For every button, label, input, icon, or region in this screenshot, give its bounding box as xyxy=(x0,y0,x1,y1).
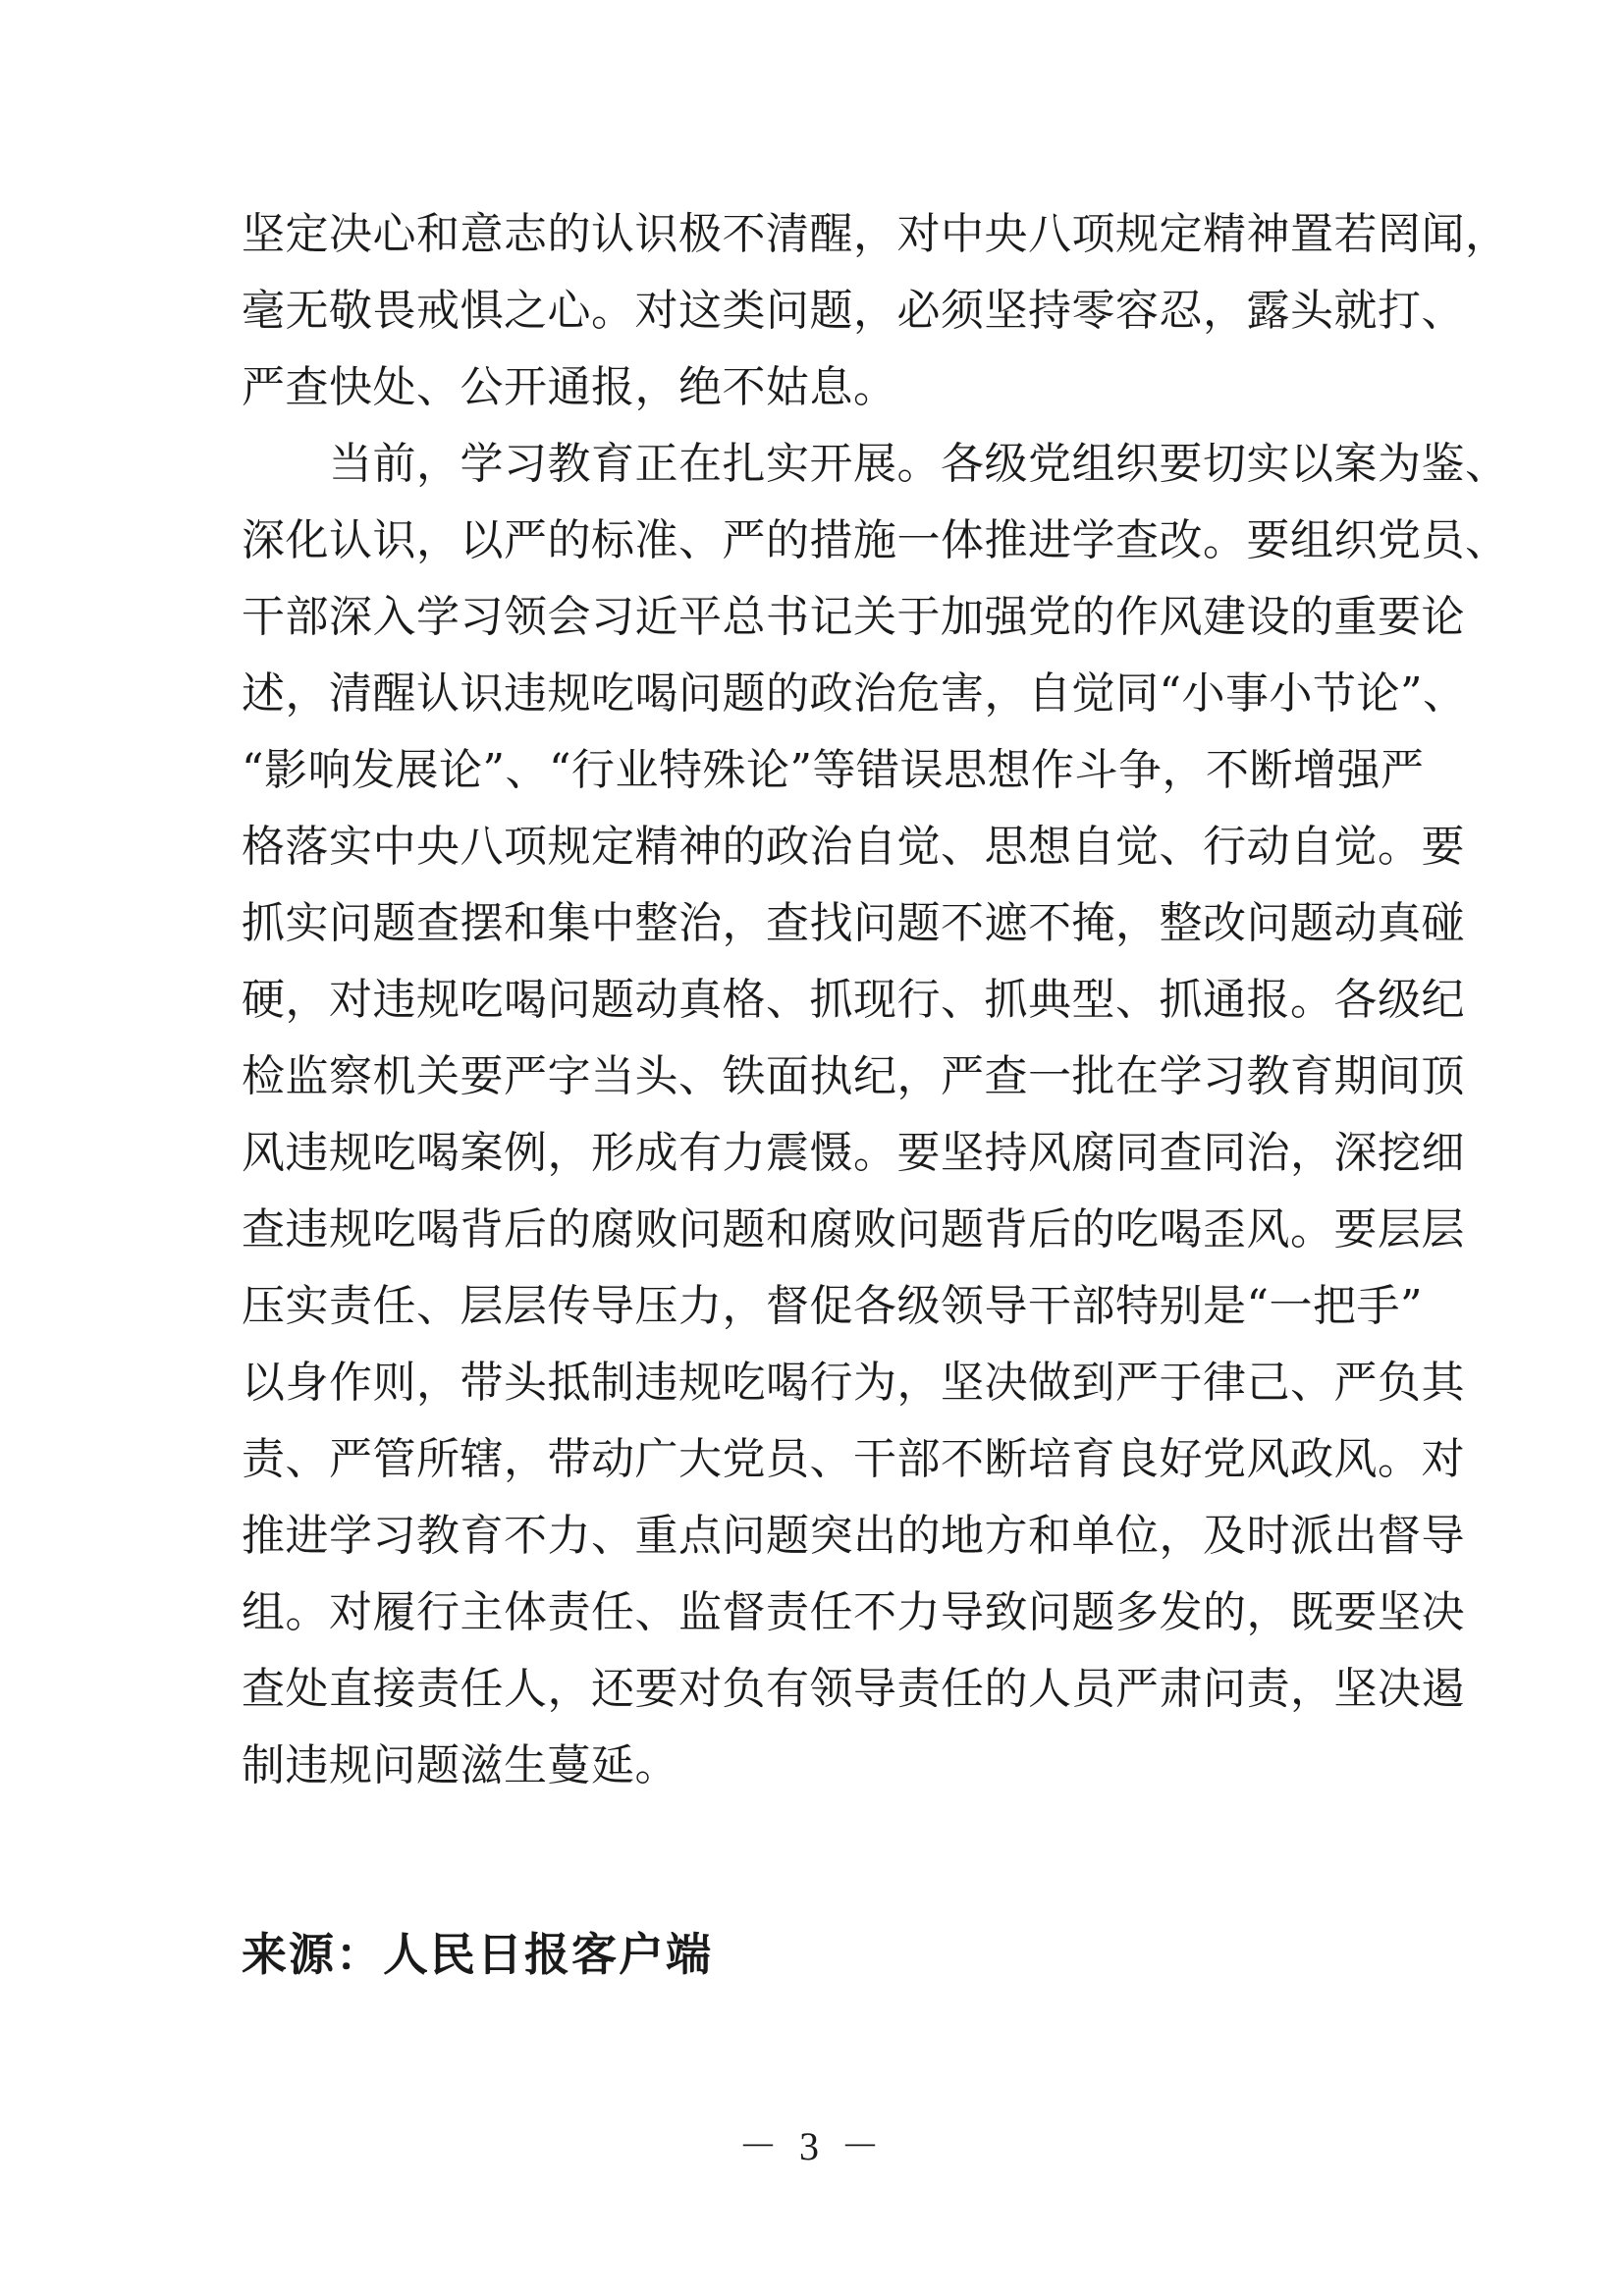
text-line: 推进学习教育不力、重点问题突出的地方和单位，及时派出督导 xyxy=(242,1511,1465,1561)
text-line: 抓实问题查摆和集中整治，查找问题不遮不掩，整改问题动真碰 xyxy=(242,898,1465,948)
text-line: 格落实中央八项规定精神的政治自觉、思想自觉、行动自觉。要 xyxy=(242,822,1465,872)
text-line: 风违规吃喝案例，形成有力震慑。要坚持风腐同查同治，深挖细 xyxy=(242,1128,1465,1178)
text-line: 查违规吃喝背后的腐败问题和腐败问题背后的吃喝歪风。要层层 xyxy=(242,1204,1465,1255)
page-number: － 3 － xyxy=(738,2124,886,2168)
text-line: 毫无敬畏戒惧之心。对这类问题，必须坚持零容忍，露头就打、 xyxy=(242,286,1465,336)
text-line: 查处直接责任人，还要对负有领导责任的人员严肃问责，坚决遏 xyxy=(242,1664,1465,1714)
text-line: 硬，对违规吃喝问题动真格、抓现行、抓典型、抓通报。各级纪 xyxy=(242,975,1465,1025)
text-line: 以身作则，带头抵制违规吃喝行为，坚决做到严于律己、严负其 xyxy=(242,1358,1465,1408)
text-line: 压实责任、层层传导压力，督促各级领导干部特别是“一把手” xyxy=(242,1281,1423,1331)
text-line: 深化认识，以严的标准、严的措施一体推进学查改。要组织党员、 xyxy=(242,515,1509,565)
text-line: 责、严管所辖，带动广大党员、干部不断培育良好党风政风。对 xyxy=(242,1434,1465,1484)
text-line: 当前，学习教育正在扎实开展。各级党组织要切实以案为鉴、 xyxy=(242,439,1509,489)
text-line: 干部深入学习领会习近平总书记关于加强党的作风建设的重要论 xyxy=(242,592,1465,642)
text-line: “影响发展论”、“行业特殊论”等错误思想作斗争，不断增强严 xyxy=(242,745,1425,795)
text-line: 坚定决心和意志的认识极不清醒，对中央八项规定精神置若罔闻， xyxy=(242,209,1509,259)
text-line: 组。对履行主体责任、监督责任不力导致问题多发的，既要坚决 xyxy=(242,1587,1465,1637)
text-line: 严查快处、公开通报，绝不姑息。 xyxy=(242,362,897,412)
text-line: 检监察机关要严字当头、铁面执纪，严查一批在学习教育期间顶 xyxy=(242,1051,1465,1101)
source-attribution: 来源：人民日报客户端 xyxy=(242,1928,713,1981)
text-line: 制违规问题滋生蔓延。 xyxy=(242,1740,678,1790)
text-line: 述，清醒认识违规吃喝问题的政治危害，自觉同“小事小节论”、 xyxy=(242,668,1467,719)
